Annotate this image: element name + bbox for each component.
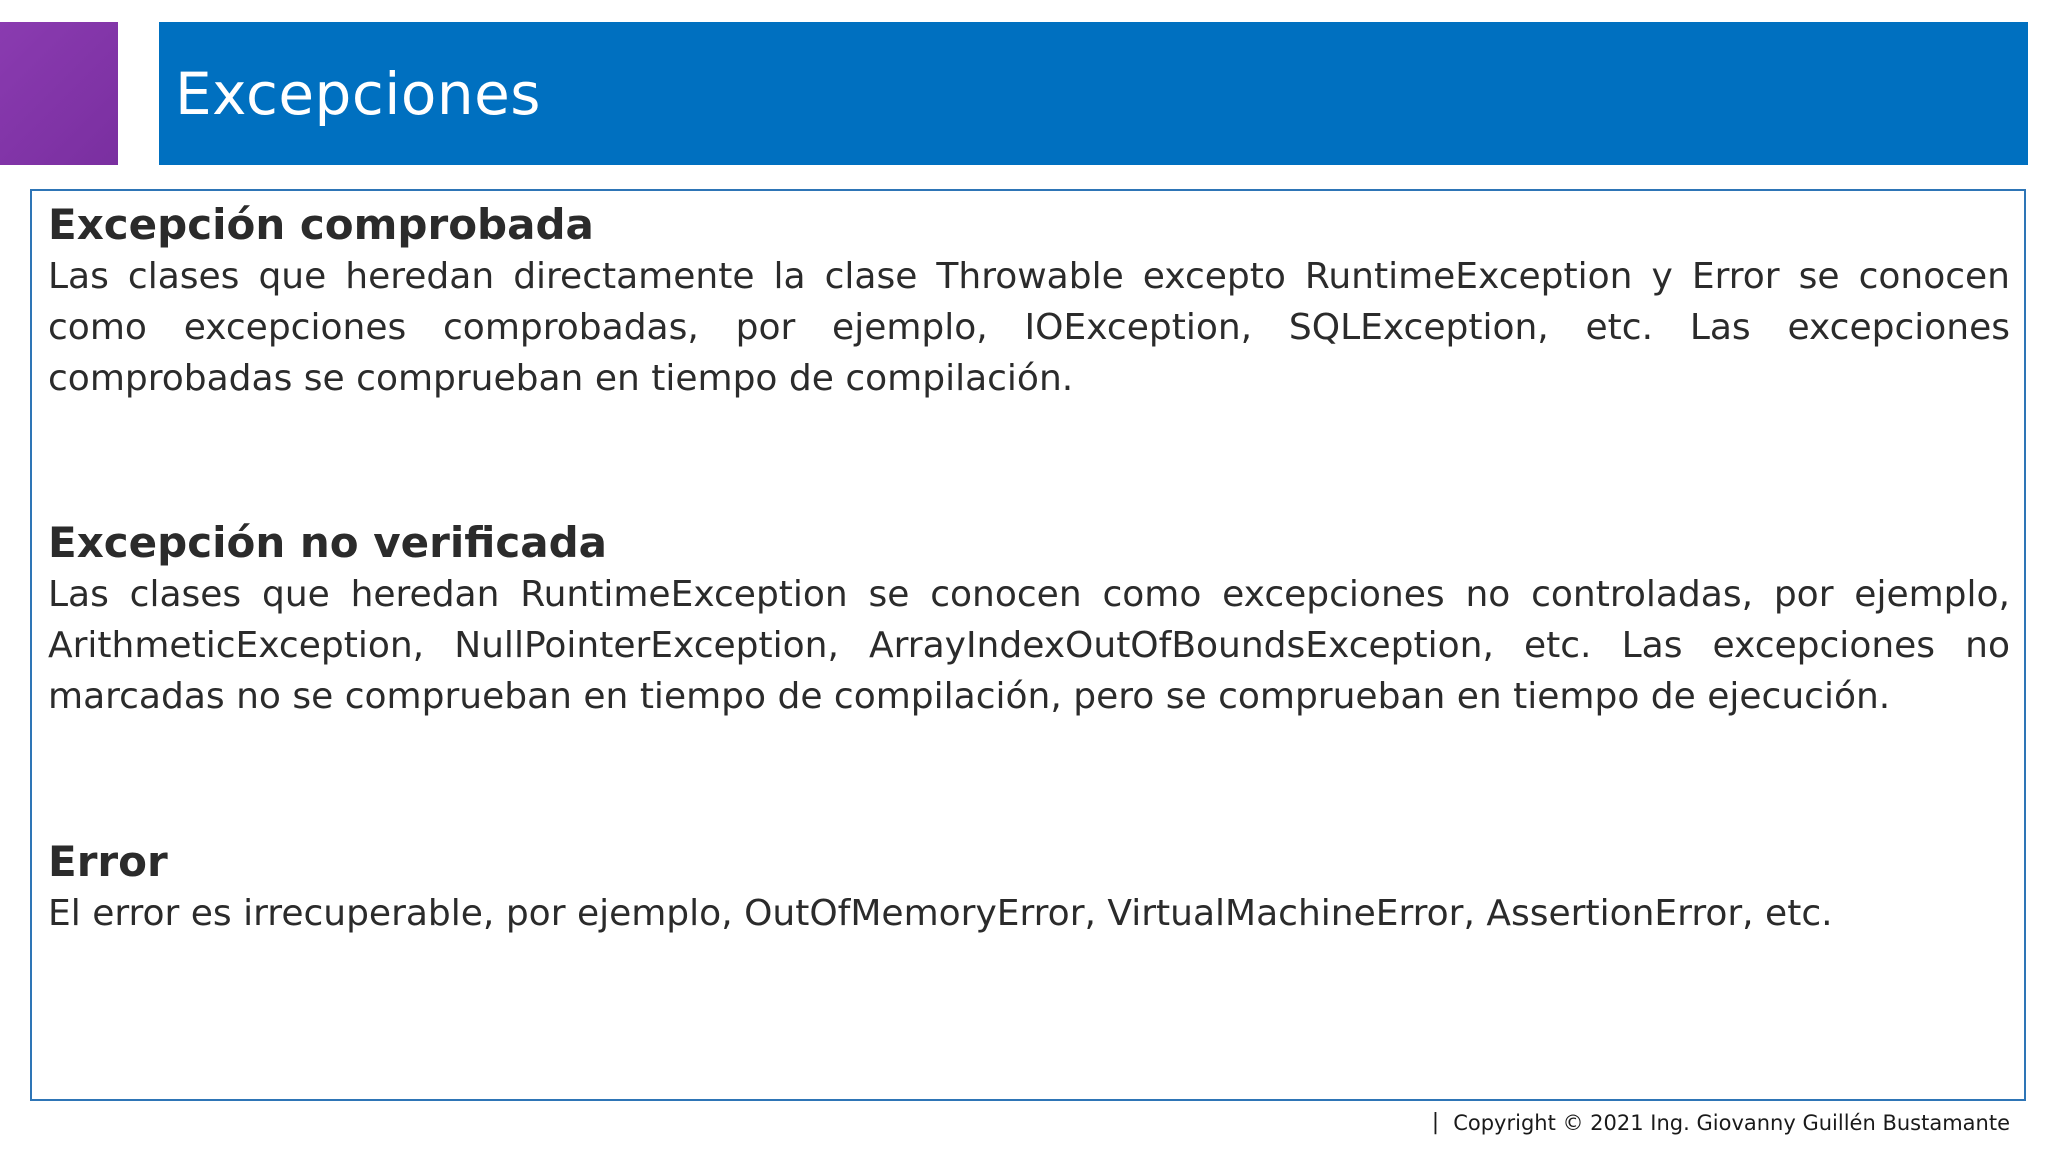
accent-block — [0, 22, 118, 165]
copyright-text: Copyright © 2021 Ing. Giovanny Guillén Bustamante — [1453, 1110, 2010, 1135]
section-unchecked-exception — [48, 517, 2010, 722]
section-checked-exception — [48, 199, 2010, 404]
section-heading: Excepción no verificada — [48, 518, 608, 567]
section-heading: Excepción comprobada — [48, 200, 594, 249]
title-bar — [159, 22, 2028, 165]
section-body: Las clases que heredan directamente la clase Throwable excepto RuntimeException y Error se conocen como excepciones comprobadas, por ejemplo, IOException, SQLException, etc. Las excepciones comprobadas se comprueban en tiempo de compilación. — [48, 256, 2010, 399]
footer — [1432, 1110, 2010, 1135]
section-body: El error es irrecuperable, por ejemplo, OutOfMemoryError, VirtualMachineError, AssertionError, etc. — [48, 893, 1833, 934]
content-box — [30, 189, 2026, 1101]
section-heading: Error — [48, 837, 168, 886]
slide-title: Excepciones — [175, 59, 541, 128]
section-error — [48, 836, 2010, 939]
footer-separator: | — [1431, 1110, 1440, 1135]
section-body: Las clases que heredan RuntimeException se conocen como excepciones no controladas, por ejemplo, ArithmeticException, NullPointerException, ArrayIndexOutOfBoundsException, etc. Las excepciones no marcadas no se comprueban en tiempo de compilación, pero se comprueban en tiempo de ejecución. — [48, 574, 2010, 717]
